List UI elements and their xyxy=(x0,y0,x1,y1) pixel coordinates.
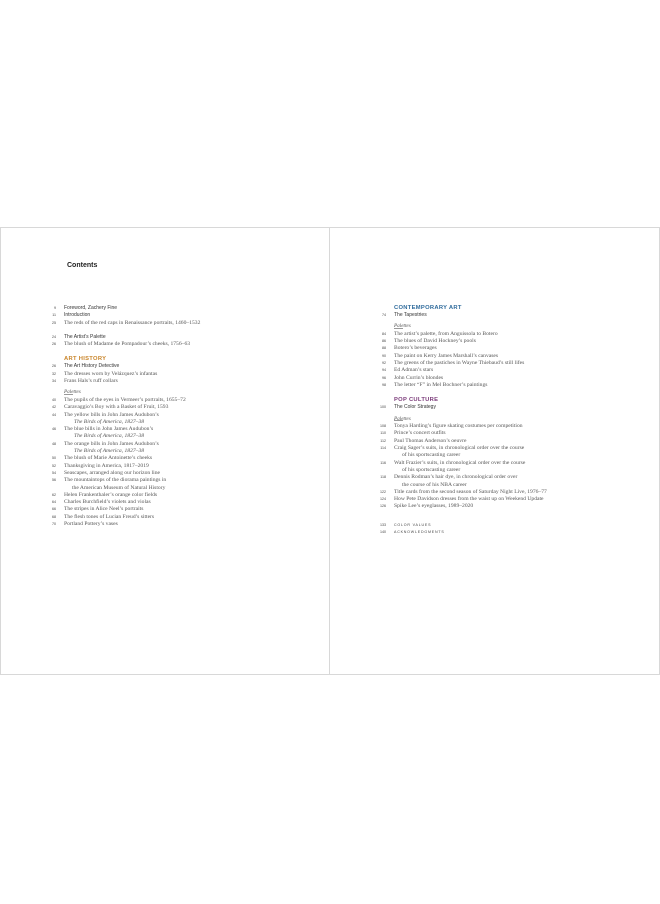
page-number: 66 xyxy=(52,507,56,512)
toc-entry[interactable] xyxy=(371,482,631,489)
entry-title: Frans Hals’s ruff collars xyxy=(64,378,118,385)
entry-title: The Birds of America, 1827–38 xyxy=(74,448,145,455)
entry-title: Introduction xyxy=(64,312,91,319)
right-toc-column xyxy=(371,304,631,536)
page-number: 68 xyxy=(52,514,56,519)
toc-entry[interactable] xyxy=(41,320,301,327)
toc-entry[interactable] xyxy=(41,463,301,470)
page-number: 108 xyxy=(380,424,386,429)
entry-title: The blues of David Hockney’s pools xyxy=(394,338,476,345)
page-number: 96 xyxy=(382,375,386,380)
entry-title: The dresses worn by Velázquez’s infantas xyxy=(64,370,158,377)
page-number: 34 xyxy=(52,379,56,384)
page-number: 122 xyxy=(380,489,386,494)
toc-entry[interactable] xyxy=(371,360,631,367)
toc-entry[interactable] xyxy=(41,477,301,484)
entry-title: Portland Pottery’s vases xyxy=(64,521,118,528)
spacer xyxy=(41,348,301,355)
spacer xyxy=(371,389,631,396)
entry-title: The yellow bills in John James Audubon’s xyxy=(64,411,159,418)
entry-title: The Birds of America, 1827–38 xyxy=(74,433,145,440)
toc-entry[interactable] xyxy=(41,305,301,312)
entry-title: Prince’s concert outfits xyxy=(394,430,446,437)
page-number: 114 xyxy=(380,446,386,451)
entry-title: The blush of Marie Antoinette’s cheeks xyxy=(64,455,153,462)
spacer xyxy=(371,511,631,518)
toc-entry[interactable] xyxy=(371,404,631,411)
entry-title: The Color Strategy xyxy=(394,404,436,411)
entry-title: Paul Thomas Anderson’s oeuvre xyxy=(394,437,467,444)
toc-entry[interactable] xyxy=(371,353,631,360)
page-number: 32 xyxy=(52,371,56,376)
entry-title: The artist’s palette, from Anguissola to Botero xyxy=(394,330,498,337)
entry-title: The blue bills in John James Audubon’s xyxy=(64,426,154,433)
page-number: 26 xyxy=(52,342,56,347)
entry-title: The mountaintops of the diorama paintings in xyxy=(64,477,167,484)
toc-entry[interactable] xyxy=(41,485,301,492)
toc-entry[interactable] xyxy=(41,521,301,528)
toc-entry[interactable] xyxy=(371,496,631,503)
section-heading-contemporary-art: CONTEMPORARY ART xyxy=(394,305,462,311)
toc-entry[interactable] xyxy=(41,419,301,426)
palettes-label: Palettes xyxy=(394,415,411,422)
page-number: 52 xyxy=(52,463,56,468)
page-number: 90 xyxy=(382,353,386,358)
page-gutter xyxy=(329,227,330,675)
entry-title: COLOR VALUES xyxy=(394,522,432,527)
page-number: 133 xyxy=(380,522,386,527)
entry-title: The reds of the red caps in Renaissance portraits, 1460–1532 xyxy=(64,319,201,326)
entry-title: John Currin’s blondes xyxy=(394,374,444,381)
page-number: 62 xyxy=(52,492,56,497)
toc-entry[interactable] xyxy=(41,506,301,513)
toc-entry[interactable] xyxy=(41,499,301,506)
toc-entry[interactable] xyxy=(371,375,631,382)
page-number: 94 xyxy=(382,368,386,373)
page-number: 118 xyxy=(380,475,386,480)
page-number: 98 xyxy=(382,382,386,387)
page-number: 48 xyxy=(52,441,56,446)
entry-title: of his sportscasting career xyxy=(402,466,461,473)
entry-title: ACKNOWLEDGMENTS xyxy=(394,530,445,535)
page-title: Contents xyxy=(67,262,98,269)
page-number: 50 xyxy=(52,456,56,461)
page-number: 86 xyxy=(382,339,386,344)
toc-entry[interactable] xyxy=(371,438,631,445)
entry-title: Title cards from the second season of Saturday Night Live, 1976–77 xyxy=(394,488,547,495)
page-number: 42 xyxy=(52,405,56,410)
entry-title: Spike Lee’s eyeglasses, 1989–2020 xyxy=(394,503,474,510)
page-number: 11 xyxy=(52,313,56,318)
page-number: 88 xyxy=(382,346,386,351)
toc-entry[interactable] xyxy=(41,341,301,348)
page-number: 46 xyxy=(52,427,56,432)
toc-entry[interactable] xyxy=(371,430,631,437)
toc-entry[interactable] xyxy=(371,345,631,352)
page-number: 44 xyxy=(52,412,56,417)
entry-title: The stripes in Alice Neel’s portraits xyxy=(64,506,144,513)
entry-title: Tonya Harding’s figure skating costumes per competition xyxy=(394,423,523,430)
entry-title: Walt Frazier’s suits, in chronological order over the course xyxy=(394,459,526,466)
entry-title: Ed Adman’s stars xyxy=(394,367,434,374)
toc-entry[interactable] xyxy=(371,529,631,536)
entry-title: Dennis Rodman’s hair dye, in chronological order over xyxy=(394,474,518,481)
page-number: 140 xyxy=(380,530,386,535)
page-number: 112 xyxy=(380,438,386,443)
toc-entry[interactable] xyxy=(371,460,631,467)
page-number: 100 xyxy=(380,405,386,410)
entry-title: Botero’s beverages xyxy=(394,345,437,352)
page-number: 74 xyxy=(382,313,386,317)
page-number: 56 xyxy=(52,478,56,483)
toc-entry[interactable] xyxy=(41,371,301,378)
entry-title: Foreword, Zachery Fine xyxy=(64,305,118,311)
entry-title: The Birds of America, 1827–38 xyxy=(74,418,145,425)
entry-title: How Pete Davidson dresses from the waist up on Weekend Update xyxy=(394,496,544,503)
entry-title: The flesh tones of Lucian Freud’s sitters xyxy=(64,513,155,520)
left-toc-column xyxy=(41,305,301,528)
page-number: 26 xyxy=(52,364,56,369)
toc-entry[interactable] xyxy=(371,312,631,319)
page-number: 9 xyxy=(54,306,56,310)
toc-entry[interactable] xyxy=(41,441,301,448)
entry-title: the course of his NBA career xyxy=(402,481,467,488)
toc-entry[interactable] xyxy=(371,452,631,459)
page-number: 24 xyxy=(52,334,56,339)
entry-title: Caravaggio’s Boy with a Basket of Fruit, 1593 xyxy=(64,404,169,411)
book-spread xyxy=(0,227,660,675)
toc-entry[interactable] xyxy=(41,378,301,385)
entry-title: Thanksgiving in America, 1817–2019 xyxy=(64,462,149,469)
page-number: 64 xyxy=(52,500,56,505)
toc-entry[interactable] xyxy=(371,338,631,345)
page-number: 116 xyxy=(380,460,386,465)
entry-title: Seascapes, arranged along our horizon line xyxy=(64,469,160,476)
entry-title: of his sportscasting career xyxy=(402,452,461,459)
page-number: 124 xyxy=(380,497,386,502)
toc-entry[interactable] xyxy=(371,382,631,389)
toc-entry[interactable] xyxy=(41,363,301,370)
toc-entry[interactable] xyxy=(41,404,301,411)
page-number: 126 xyxy=(380,504,386,509)
page-number: 84 xyxy=(382,331,386,336)
entry-title: The Tapestries xyxy=(394,312,427,318)
toc-entry[interactable] xyxy=(371,503,631,510)
palettes-label: Palettes xyxy=(394,323,411,330)
section-heading-pop-culture: POP CULTURE xyxy=(394,397,439,404)
toc-entry[interactable] xyxy=(371,474,631,481)
entry-title: The pupils of the eyes in Vermeer’s portraits, 1655–72 xyxy=(64,396,186,403)
toc-entry[interactable] xyxy=(371,467,631,474)
entry-title: The Artist’s Palette xyxy=(64,333,106,340)
page-number: 70 xyxy=(52,522,56,527)
entry-title: The greens of the pastiches in Wayne Thiebaud’s still lifes xyxy=(394,360,525,367)
toc-entry[interactable] xyxy=(371,522,631,529)
entry-title: The letter “F” in Mel Bochner’s paintings xyxy=(394,381,488,388)
toc-entry[interactable] xyxy=(41,455,301,462)
toc-entry[interactable] xyxy=(371,367,631,374)
spacer xyxy=(41,327,301,334)
toc-entry[interactable] xyxy=(41,514,301,521)
entry-title: Craig Sager’s suits, in chronological order over the course xyxy=(394,445,525,452)
page-number: 110 xyxy=(380,431,386,436)
palettes-label: Palettes xyxy=(64,389,81,396)
entry-title: The Art History Detective xyxy=(64,363,120,370)
page-number: 54 xyxy=(52,470,56,475)
page-number: 40 xyxy=(52,397,56,402)
entry-title: The orange bills in John James Audubon’s xyxy=(64,440,159,447)
entry-title: Helen Frankenthaler’s orange color fields xyxy=(64,491,158,498)
page-number: 25 xyxy=(52,320,56,325)
toc-entry[interactable] xyxy=(41,433,301,440)
entry-title: Charles Burchfield’s violets and violas xyxy=(64,499,151,506)
entry-title: the American Museum of Natural History xyxy=(72,484,166,491)
page-number: 92 xyxy=(382,361,386,366)
entry-title: The paint on Kerry James Marshall’s canvases xyxy=(394,352,499,359)
section-heading-art-history: ART HISTORY xyxy=(64,356,107,363)
entry-title: The blush of Madame de Pompadour’s cheeks, 1756–63 xyxy=(64,341,191,348)
toc-entry[interactable] xyxy=(41,412,301,419)
toc-entry[interactable] xyxy=(41,312,301,319)
